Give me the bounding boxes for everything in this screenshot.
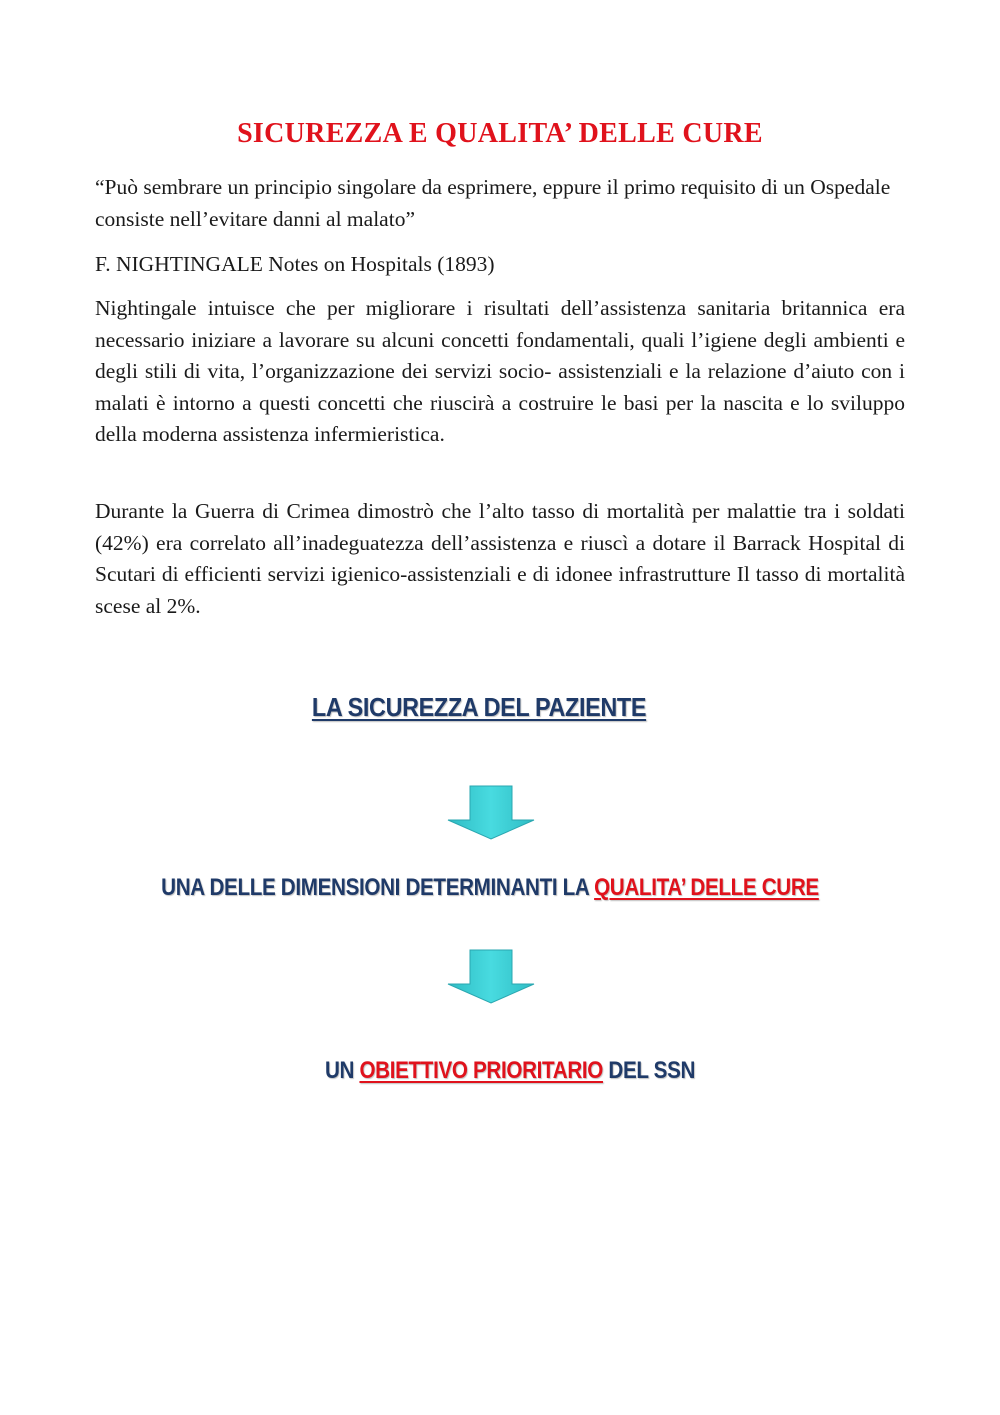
diagram-quality-prefix: UNA DELLE DIMENSIONI DETERMINANTI LA	[161, 874, 595, 901]
page-title: SICUREZZA E QUALITA’ DELLE CURE	[237, 118, 763, 149]
diagram-objective-prefix: UN	[324, 1057, 360, 1084]
down-arrow-icon	[446, 948, 536, 1006]
paragraph-nightingale-concepts: Nightingale intuisce che per migliorare i risultati dell’assistenza sanitaria britannica era necessario iniziare a lavorare su alcuni concetti fondamentali, quali l’igiene degli ambienti e degli stili di vita, l’organizzazione dei servizi socio- assistenziali e la relazione d’aiuto con i malati è intorno a questi concetti che riuscirà a costruire le basi per la nascita e lo sviluppo della moderna assistenza infermieristica.	[95, 296, 905, 446]
diagram-objective-suffix: DEL SSN	[602, 1057, 696, 1084]
diagram-title: LA SICUREZZA DEL PAZIENTE	[311, 692, 647, 722]
paragraph-crimean-war: Durante la Guerra di Crimea dimostrò che l’alto tasso di mortalità per malattie tra i soldati (42%) era correlato all’inadeguatezza dell’assistenza e riuscì a dotare il Barrack Hospital di Scutari di efficienti servizi igienico-assistenziali e di idonee infrastrutture Il tasso di mortalità scese al 2%.	[95, 499, 905, 618]
nightingale-quote: “Può sembrare un principio singolare da esprimere, eppure il primo requisito di un Ospedale consiste nell’evitare danni al malato”	[95, 175, 891, 231]
diagram-objective-line	[80, 1057, 940, 1085]
diagram-quality-line	[60, 874, 920, 902]
diagram-quality-highlight: QUALITA’ DELLE CURE	[594, 874, 819, 901]
quote-citation: F. NIGHTINGALE Notes on Hospitals (1893)	[95, 252, 495, 276]
down-arrow-icon	[446, 784, 536, 842]
diagram-objective-highlight: OBIETTIVO PRIORITARIO	[359, 1057, 603, 1084]
